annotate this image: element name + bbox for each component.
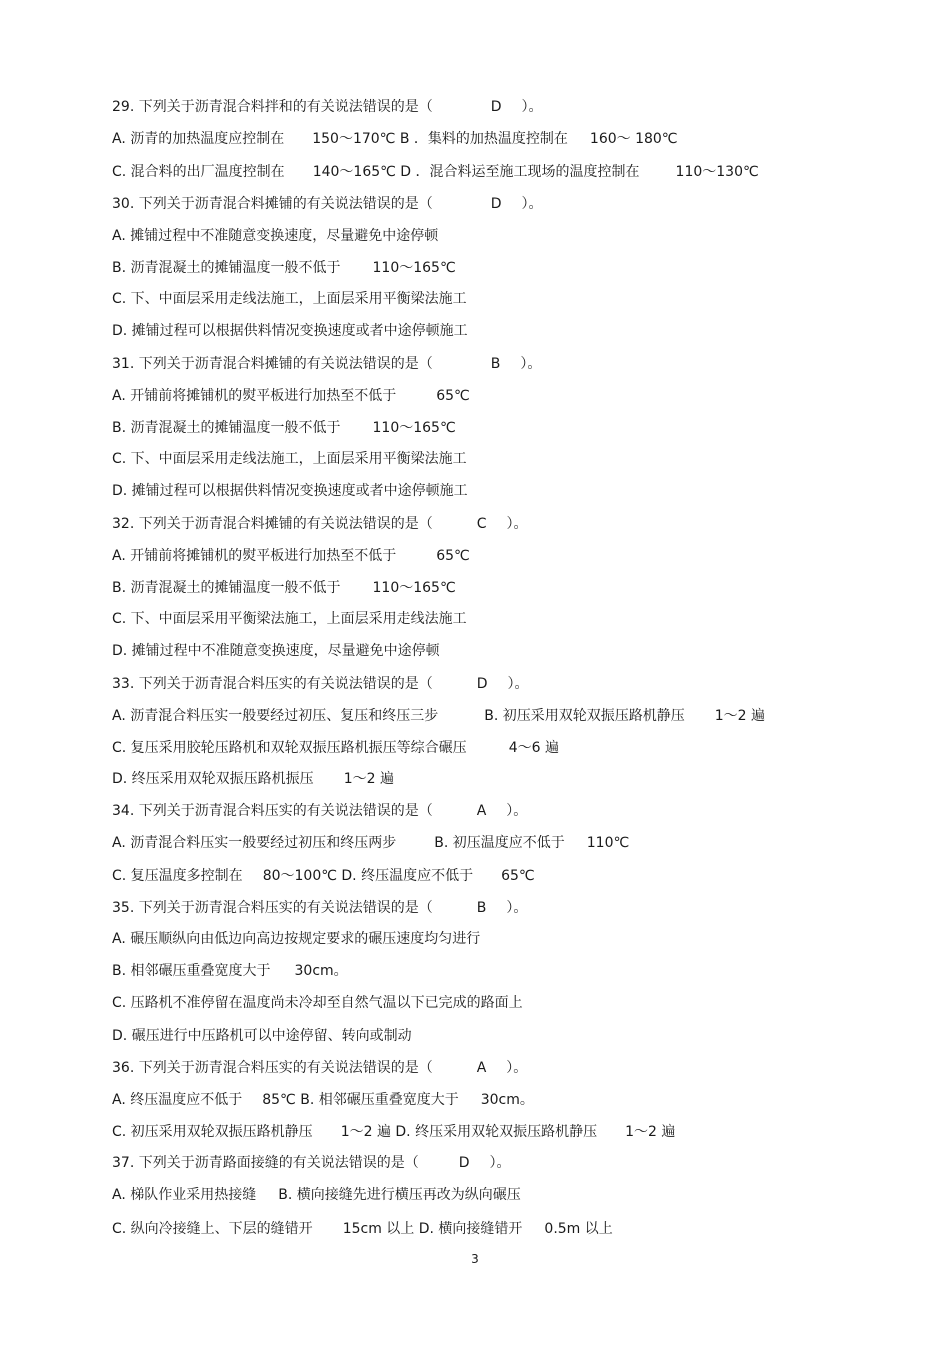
option-text-b: B. 初压温度应不低于 [434, 835, 565, 851]
option-text-b: 80～100℃ D. 终压温度应不低于 [262, 868, 474, 884]
question-32-option-line [112, 546, 470, 566]
option-text-b: 65℃ [436, 548, 470, 564]
option-text: A. 沥青混合料压实一般要经过初压和终压两步 [112, 835, 397, 851]
stem-text: 35. 下列关于沥青混合料压实的有关说法错误的是（ [112, 900, 433, 916]
question-36-option-line [112, 1090, 534, 1110]
option-text: B. 沥青混凝土的摊铺温度一般不低于 [112, 580, 341, 596]
question-35-option-line [112, 929, 480, 949]
answer-letter: D [476, 676, 488, 692]
stem-text: 29. 下列关于沥青混合料拌和的有关说法错误的是（ [112, 99, 433, 115]
option-text: A. 碾压顺纵向由低边向高边按规定要求的碾压速度均匀进行 [112, 931, 481, 947]
option-text-b: B. 初压采用双轮双振压路机静压 [484, 708, 685, 724]
stem-end: ）。 [507, 676, 529, 692]
option-text-b: 15cm 以上 D. 横向接缝错开 [342, 1221, 523, 1237]
question-35-option-line [112, 993, 523, 1013]
answer-letter: B [476, 900, 487, 916]
question-35-option-line [112, 1026, 412, 1046]
option-text: B. 沥青混凝土的摊铺温度一般不低于 [112, 260, 341, 276]
stem-end: ）。 [506, 516, 528, 532]
question-37-option-line [112, 1219, 613, 1239]
option-text-c: 110～130℃ [675, 164, 759, 180]
option-text-b: 1～2 遍 D. 终压采用双轮双振压路机静压 [340, 1124, 598, 1140]
option-text-b: B. 横向接缝先进行横压再改为纵向碾压 [278, 1187, 521, 1203]
question-29-option-line [112, 129, 678, 149]
question-31-option-line [112, 449, 467, 469]
stem-end: ）。 [489, 1155, 511, 1171]
answer-letter: B [490, 356, 501, 372]
option-text: A. 开铺前将摊铺机的熨平板进行加热至不低于 [112, 548, 397, 564]
option-text: D. 碾压进行中压路机可以中途停留、转向或制动 [112, 1028, 412, 1044]
option-text: C. 纵向冷接缝上、下层的缝错开 [112, 1221, 313, 1237]
option-text: A. 沥青的加热温度应控制在 [112, 131, 285, 147]
question-30-option-line [112, 321, 468, 341]
option-text-b: 85℃ B. 相邻碾压重叠宽度大于 [262, 1092, 459, 1108]
option-text: B. 相邻碾压重叠宽度大于 [112, 963, 271, 979]
option-text-b: 110～165℃ [372, 420, 456, 436]
option-text-b: 1～2 遍 [343, 771, 394, 787]
option-text: C. 压路机不准停留在温度尚未冷却至自然气温以下已完成的路面上 [112, 995, 523, 1011]
stem-end: ）。 [506, 1060, 528, 1076]
option-text-b: 4～6 遍 [508, 740, 559, 756]
answer-letter: D [458, 1155, 470, 1171]
option-text: C. 复压温度多控制在 [112, 868, 243, 884]
option-text-c: 110℃ [586, 835, 630, 851]
question-32-option-line [112, 578, 456, 598]
option-text-c: 65℃ [501, 868, 535, 884]
option-text: A. 摊铺过程中不准随意变换速度，尽量避免中途停顿 [112, 228, 439, 244]
option-text: B. 沥青混凝土的摊铺温度一般不低于 [112, 420, 341, 436]
stem-text: 30. 下列关于沥青混合料摊铺的有关说法错误的是（ [112, 196, 433, 212]
stem-text: 36. 下列关于沥青混合料压实的有关说法错误的是（ [112, 1060, 433, 1076]
answer-letter: A [476, 803, 487, 819]
question-32-stem [112, 514, 528, 534]
question-31-stem [112, 354, 541, 374]
question-34-option-line [112, 866, 535, 886]
answer-letter: D [490, 196, 502, 212]
question-32-option-line [112, 609, 467, 629]
option-text-c: 1～2 遍 [625, 1124, 676, 1140]
stem-end: ）。 [521, 196, 543, 212]
question-31-option-line [112, 418, 456, 438]
question-35-stem [112, 898, 527, 918]
option-text-b: 65℃ [436, 388, 470, 404]
option-text: C. 初压采用双轮双振压路机静压 [112, 1124, 313, 1140]
question-35-option-line [112, 961, 348, 981]
question-33-option-line [112, 706, 765, 726]
question-30-option-line [112, 258, 456, 278]
stem-text: 34. 下列关于沥青混合料压实的有关说法错误的是（ [112, 803, 433, 819]
option-text: C. 下、中面层采用走线法施工，上面层采用平衡梁法施工 [112, 291, 467, 307]
option-text-b: 150～170℃ B ．集料的加热温度控制在 [312, 131, 568, 147]
question-33-option-line [112, 769, 394, 789]
page-number: 3 [471, 1252, 479, 1266]
stem-text: 33. 下列关于沥青混合料压实的有关说法错误的是（ [112, 676, 433, 692]
option-text-c: 1～2 遍 [714, 708, 766, 724]
option-text: D. 摊铺过程可以根据供料情况变换速度或者中途停顿施工 [112, 323, 468, 339]
question-30-option-line [112, 289, 467, 309]
question-34-option-line [112, 833, 629, 853]
question-36-option-line [112, 1122, 675, 1142]
option-text: A. 终压温度应不低于 [112, 1092, 243, 1108]
question-29-stem [112, 97, 543, 117]
question-31-option-line [112, 386, 470, 406]
question-34-stem [112, 801, 527, 821]
stem-end: ）。 [506, 803, 528, 819]
option-text: C. 下、中面层采用走线法施工，上面层采用平衡梁法施工 [112, 451, 467, 467]
question-29-option-line [112, 162, 759, 182]
option-text: C. 下、中面层采用平衡梁法施工，上面层采用走线法施工 [112, 611, 467, 627]
option-text: C. 混合料的出厂温度控制在 [112, 164, 285, 180]
question-33-option-line [112, 738, 559, 758]
option-text: A. 沥青混合料压实一般要经过初压、复压和终压三步 [112, 708, 439, 724]
option-text: A. 开铺前将摊铺机的熨平板进行加热至不低于 [112, 388, 397, 404]
option-text-b: 30cm。 [294, 963, 348, 979]
option-text-b: 110～165℃ [372, 260, 456, 276]
question-30-option-line [112, 226, 438, 246]
option-text: C. 复压采用胶轮压路机和双轮双振压路机振压等综合碾压 [112, 740, 467, 756]
stem-end: ）。 [521, 99, 543, 115]
stem-text: 37. 下列关于沥青路面接缝的有关说法错误的是（ [112, 1155, 419, 1171]
answer-letter: C [476, 516, 487, 532]
option-text-c: 30cm。 [480, 1092, 534, 1108]
question-36-stem [112, 1058, 527, 1078]
stem-end: ）。 [520, 356, 542, 372]
option-text-b: 140～165℃ D ．混合料运至施工现场的温度控制在 [312, 164, 640, 180]
option-text-c: 0.5m 以上 [544, 1221, 613, 1237]
stem-end: ）。 [506, 900, 528, 916]
question-37-stem [112, 1153, 511, 1173]
option-text-c: 160～ 180℃ [589, 131, 678, 147]
stem-text: 31. 下列关于沥青混合料摊铺的有关说法错误的是（ [112, 356, 433, 372]
question-37-option-line [112, 1185, 521, 1205]
option-text: D. 摊铺过程中不准随意变换速度，尽量避免中途停顿 [112, 643, 440, 659]
answer-letter: A [476, 1060, 487, 1076]
option-text-b: 110～165℃ [372, 580, 456, 596]
stem-text: 32. 下列关于沥青混合料摊铺的有关说法错误的是（ [112, 516, 433, 532]
question-32-option-line [112, 641, 440, 661]
option-text: D. 终压采用双轮双振压路机振压 [112, 771, 314, 787]
question-33-stem [112, 674, 529, 694]
question-30-stem [112, 194, 543, 214]
question-31-option-line [112, 481, 468, 501]
option-text: A. 梯队作业采用热接缝 [112, 1187, 257, 1203]
option-text: D. 摊铺过程可以根据供料情况变换速度或者中途停顿施工 [112, 483, 468, 499]
answer-letter: D [490, 99, 502, 115]
